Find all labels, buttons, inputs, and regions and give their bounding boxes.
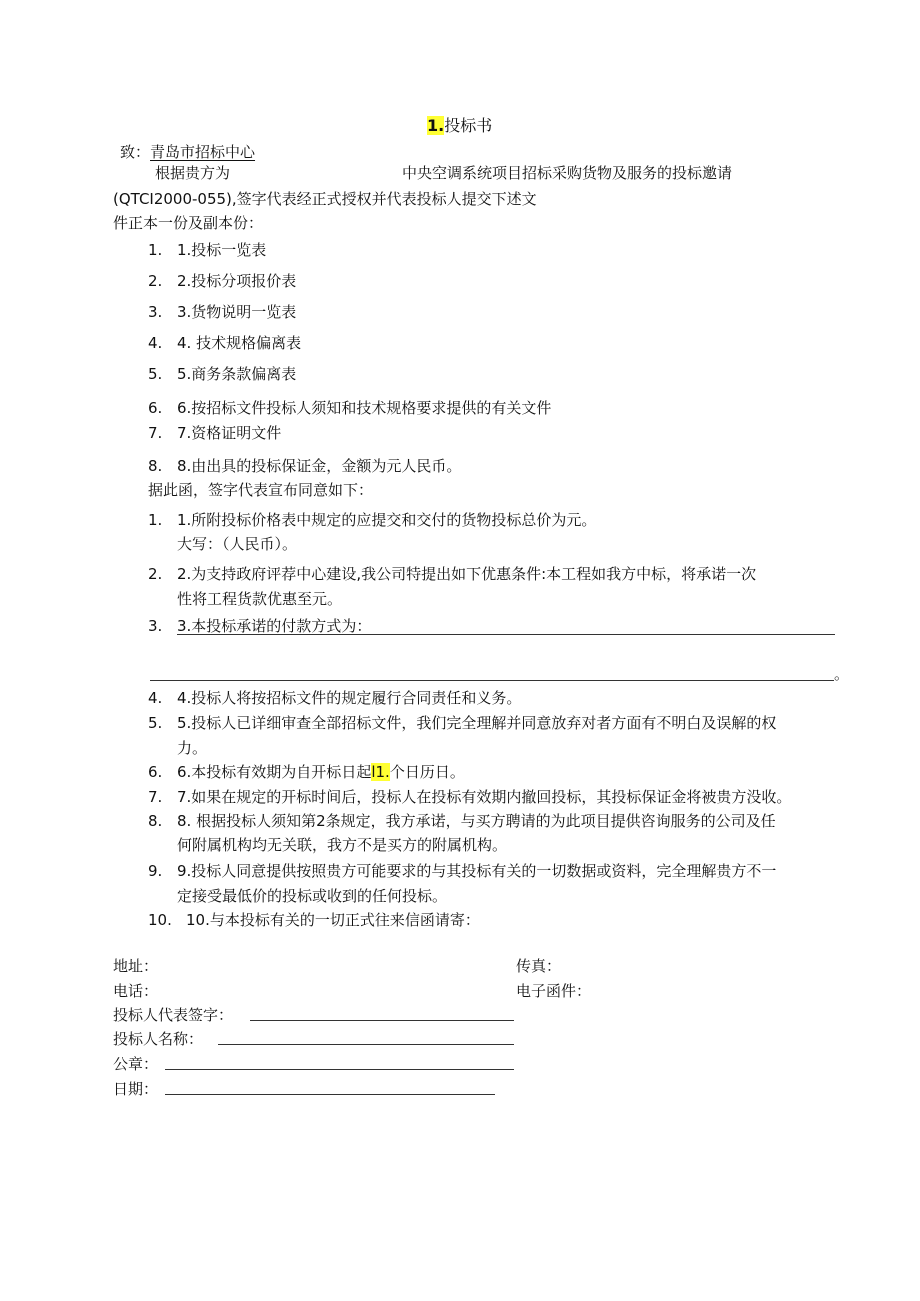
doc-item-text: 5.商务条款偏离表 [177,365,297,383]
doc-item-number: 6. [148,399,163,417]
page-title [427,116,492,136]
payment-method-underline [177,634,835,635]
doc-item-text: 6.按招标文件投标人须知和技术规格要求提供的有关文件 [177,399,552,417]
term-1-line2: 大写：（人民币）。 [177,535,298,553]
doc-item-number: 1. [148,241,163,259]
doc-item-text: 1.投标一览表 [177,241,267,259]
term-6-text [177,762,465,782]
bidder-name-label: 投标人名称： [113,1030,204,1048]
addressee-line [120,142,255,162]
term-number: 1. [148,511,163,529]
term-8-line2: 何附属机构均无关联，我方不是买方的附属机构。 [177,836,508,854]
date-label: 日期： [113,1080,159,1098]
seal-field-line[interactable] [165,1069,514,1070]
intro-line1-left: 根据贵方为 [155,164,231,182]
bidder-name-field-line[interactable] [218,1044,514,1045]
doc-item-number: 8. [148,457,163,475]
intro-line2: (QTCI2000-055),签字代表经正式授权并代表投标人提交下述文 [113,190,537,208]
term-5-line1: 5.投标人已详细审查全部招标文件，我们完全理解并同意放弃对者方面有不明白及误解的权 [177,714,777,732]
doc-item-text: 2.投标分项报价表 [177,272,297,290]
term-8-line1: 8. 根据投标人须知第2条规定，我方承诺，与买方聘请的为此项目提供咨询服务的公司及任 [177,812,776,830]
term-number: 10. [148,911,172,929]
doc-item-number: 5. [148,365,163,383]
payment-method-underline-2 [150,680,834,681]
address-label: 地址： [113,957,159,975]
doc-item-number: 3. [148,303,163,321]
validity-days-highlight: l1. [371,763,390,781]
addressee-name: 青岛市招标中心 [150,143,256,161]
doc-item-number: 2. [148,272,163,290]
term-number: 7. [148,788,163,806]
term-10-text: 10.与本投标有关的一切正式往来信函请寄： [186,911,480,929]
doc-item-text: 7.资格证明文件 [177,424,282,442]
fax-label: 传真： [516,957,562,975]
doc-item-number: 4. [148,334,163,352]
intro-line3: 件正本一份及副本份： [113,214,264,232]
doc-item-text: 4. 技术规格偏离表 [177,334,302,352]
intro-line1-right: 中央空调系统项目招标采购货物及服务的投标邀请 [402,164,733,182]
term-2-line2: 性将工程货款优惠至元。 [177,590,343,608]
seal-label: 公章： [113,1055,159,1073]
term-6-after: 个日历日。 [389,763,465,781]
title-number: 1. [427,116,445,135]
term-number: 2. [148,565,163,583]
term-9-line1: 9.投标人同意提供按照贵方可能要求的与其投标有关的一切数据或资料，完全理解贵方不一 [177,862,777,880]
term-number: 9. [148,862,163,880]
term-4-text: 4.投标人将按招标文件的规定履行合同责任和义务。 [177,689,522,707]
phone-label: 电话： [113,982,159,1000]
term-number: 6. [148,763,163,781]
term-number: 3. [148,617,163,635]
doc-item-text: 8.由出具的投标保证金，金额为元人民币。 [177,457,462,475]
term-2-line1: 2.为支持政府评荐中心建设,我公司特提出如下优惠条件:本工程如我方中标，将承诺一次 [177,565,757,583]
term-number: 8. [148,812,163,830]
date-field-line[interactable] [165,1094,495,1095]
term-7-text: 7.如果在规定的开标时间后，投标人在投标有效期内撤回投标，其投标保证金将被贵方没收。 [177,788,792,806]
declaration-intro: 据此函，签字代表宣布同意如下： [148,481,374,499]
term-number: 5. [148,714,163,732]
term-5-line2: 力。 [177,739,208,757]
email-label: 电子函件： [516,982,592,1000]
doc-item-text: 3.货物说明一览表 [177,303,297,321]
term-3-end: 。 [834,665,850,683]
term-3-text: 3.本投标承诺的付款方式为： [177,617,372,635]
doc-item-number: 7. [148,424,163,442]
addressee-label: 致： [120,143,151,161]
term-6-before: 6.本投标有效期为自开标日起 [177,763,372,781]
signature-label: 投标人代表签字： [113,1006,234,1024]
term-9-line2: 定接受最低价的投标或收到的任何投标。 [177,887,448,905]
term-1-line1: 1.所附投标价格表中规定的应提交和交付的货物投标总价为元。 [177,511,597,529]
term-number: 4. [148,689,163,707]
signature-field-line[interactable] [250,1020,514,1021]
title-text: 投标书 [444,116,493,135]
